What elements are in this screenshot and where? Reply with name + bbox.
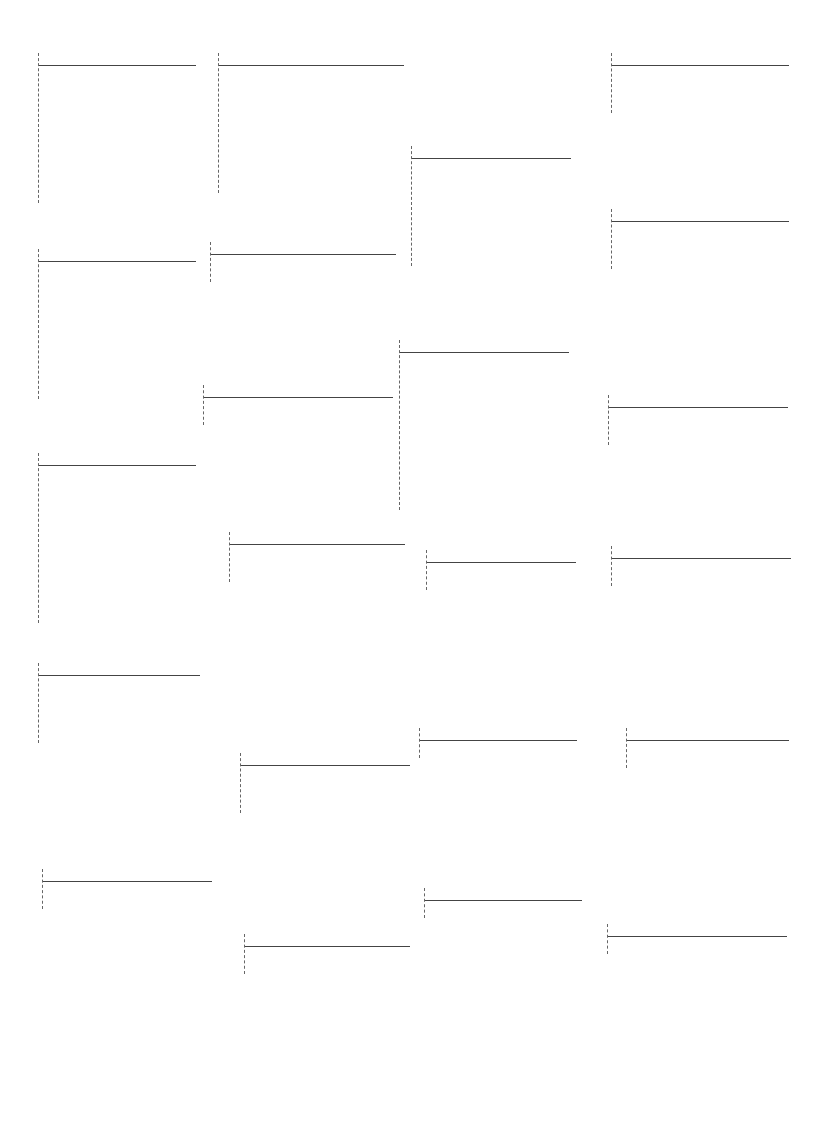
pattern-item-19	[218, 37, 408, 222]
pattern-item-22	[210, 226, 400, 366]
pattern-item-21	[38, 233, 198, 428]
pattern-item-35	[626, 712, 801, 902]
page-footer	[38, 1084, 42, 1102]
pattern-item-24	[611, 193, 801, 378]
pattern-item-18	[38, 37, 198, 227]
pattern-item-38	[424, 872, 604, 1072]
pattern-item-20	[611, 37, 791, 187]
pattern-item-25	[203, 369, 398, 509]
pattern-item-26	[38, 437, 203, 642]
pattern-item-36	[42, 853, 227, 1013]
pattern-item-39	[607, 908, 807, 1083]
pattern-item-32	[611, 530, 811, 710]
pattern-item-28	[608, 379, 803, 529]
pattern-item-33	[240, 737, 420, 907]
pattern-item-31	[426, 534, 606, 709]
pattern-item-29	[38, 647, 218, 852]
pattern-item-30	[229, 516, 419, 691]
pattern-item-27	[399, 324, 599, 524]
pattern-item-34	[419, 712, 609, 872]
pattern-item-37	[244, 918, 424, 1073]
pattern-item-23	[411, 130, 596, 325]
